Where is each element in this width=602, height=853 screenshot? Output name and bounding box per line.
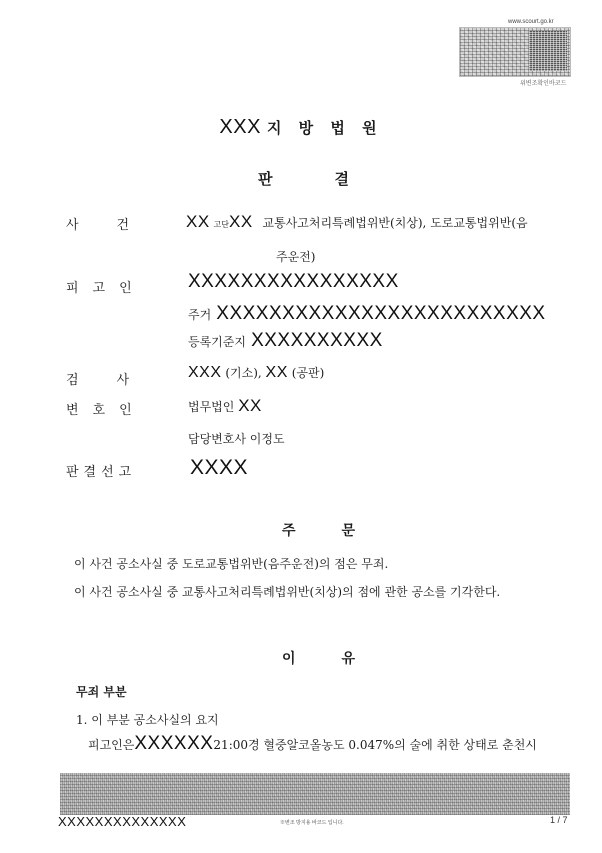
subsection-1: 1. 이 부분 공소사실의 요지 bbox=[76, 713, 219, 727]
prosecutor-1-role: (기소), bbox=[225, 366, 262, 380]
case-line bbox=[186, 212, 528, 232]
facts-paragraph bbox=[88, 733, 537, 755]
site-url: www.scourt.go.kr bbox=[508, 19, 554, 25]
case-charges: 교통사고처리특례법위반(치상), 도로교통법위반(음 bbox=[262, 216, 528, 230]
barcode-caption: 위변조확인바코드 bbox=[520, 81, 567, 87]
prosecutor-1-redacted: XXX bbox=[188, 364, 222, 381]
case-prefix-redacted: XX bbox=[186, 212, 210, 231]
registration-redacted: XXXXXXXXXX bbox=[251, 330, 383, 351]
verdict-date-label: 판결선고 bbox=[66, 465, 137, 480]
attorney-in-charge: 담당변호사 이정도 bbox=[188, 432, 285, 446]
ruling-heading-char-1: 주 bbox=[282, 523, 296, 539]
defendant-name-redacted: XXXXXXXXXXXXXXXX bbox=[188, 271, 399, 292]
footer-security-band bbox=[60, 773, 570, 815]
doc-kind-char-2: 결 bbox=[334, 170, 349, 188]
acquittal-heading: 무죄 부분 bbox=[76, 685, 127, 699]
registration-label: 등록기준지 bbox=[188, 335, 246, 349]
reasons-heading-char-2: 유 bbox=[341, 651, 356, 667]
case-label: 사건 bbox=[66, 218, 168, 233]
address-row bbox=[188, 303, 546, 325]
footer-id-redacted: XXXXXXXXXXXXXX bbox=[58, 814, 187, 829]
case-charges-cont: 주운전) bbox=[276, 250, 316, 264]
qr-code-icon bbox=[529, 31, 567, 71]
footer-notice: ※변조 방지용 바코드 입니다. bbox=[280, 820, 344, 826]
law-firm-prefix: 법무법인 bbox=[188, 400, 235, 414]
court-title bbox=[0, 116, 602, 139]
law-firm-redacted: XX bbox=[238, 396, 262, 415]
case-number-redacted: XX bbox=[228, 212, 253, 231]
doc-kind-char-1: 판 bbox=[258, 170, 273, 188]
case-type-small: 고단 bbox=[213, 220, 229, 229]
reasons-heading bbox=[282, 648, 355, 668]
address-redacted: XXXXXXXXXXXXXXXXXXXXXXXXX bbox=[216, 303, 546, 324]
facts-prefix: 피고인은 bbox=[88, 738, 135, 752]
ruling-heading-char-2: 문 bbox=[341, 523, 356, 539]
prosecutor-2-redacted: XX bbox=[265, 364, 288, 381]
ruling-heading bbox=[282, 520, 355, 540]
reasons-heading-char-1: 이 bbox=[282, 651, 296, 667]
counsel-row bbox=[188, 396, 262, 416]
ruling-line-1: 이 사건 공소사실 중 도로교통법위반(음주운전)의 점은 무죄. bbox=[74, 557, 389, 571]
defendant-label: 피고인 bbox=[66, 281, 146, 296]
page-number: 1 / 7 bbox=[550, 815, 568, 825]
address-label: 주거 bbox=[188, 308, 212, 322]
facts-redacted: XXXXXX bbox=[134, 733, 214, 754]
court-suffix: 지 방 법 원 bbox=[266, 119, 383, 137]
registration-row bbox=[188, 330, 383, 352]
verification-barcode bbox=[459, 27, 571, 77]
facts-rest: 21:00경 혈중알코올농도 0.047%의 술에 취한 상태로 춘천시 bbox=[213, 738, 537, 752]
ruling-line-2: 이 사건 공소사실 중 교통사고처리특례법위반(치상)의 점에 관한 공소를 기각한다. bbox=[74, 585, 501, 599]
document-kind bbox=[258, 168, 349, 189]
verdict-date-redacted: XXXX bbox=[190, 456, 249, 479]
prosecutor-row bbox=[188, 364, 324, 382]
prosecutor-label: 검사 bbox=[66, 373, 168, 388]
counsel-label: 변호인 bbox=[66, 403, 146, 418]
court-name-redacted: XXX bbox=[219, 116, 261, 138]
prosecutor-2-role: (공판) bbox=[291, 366, 325, 380]
